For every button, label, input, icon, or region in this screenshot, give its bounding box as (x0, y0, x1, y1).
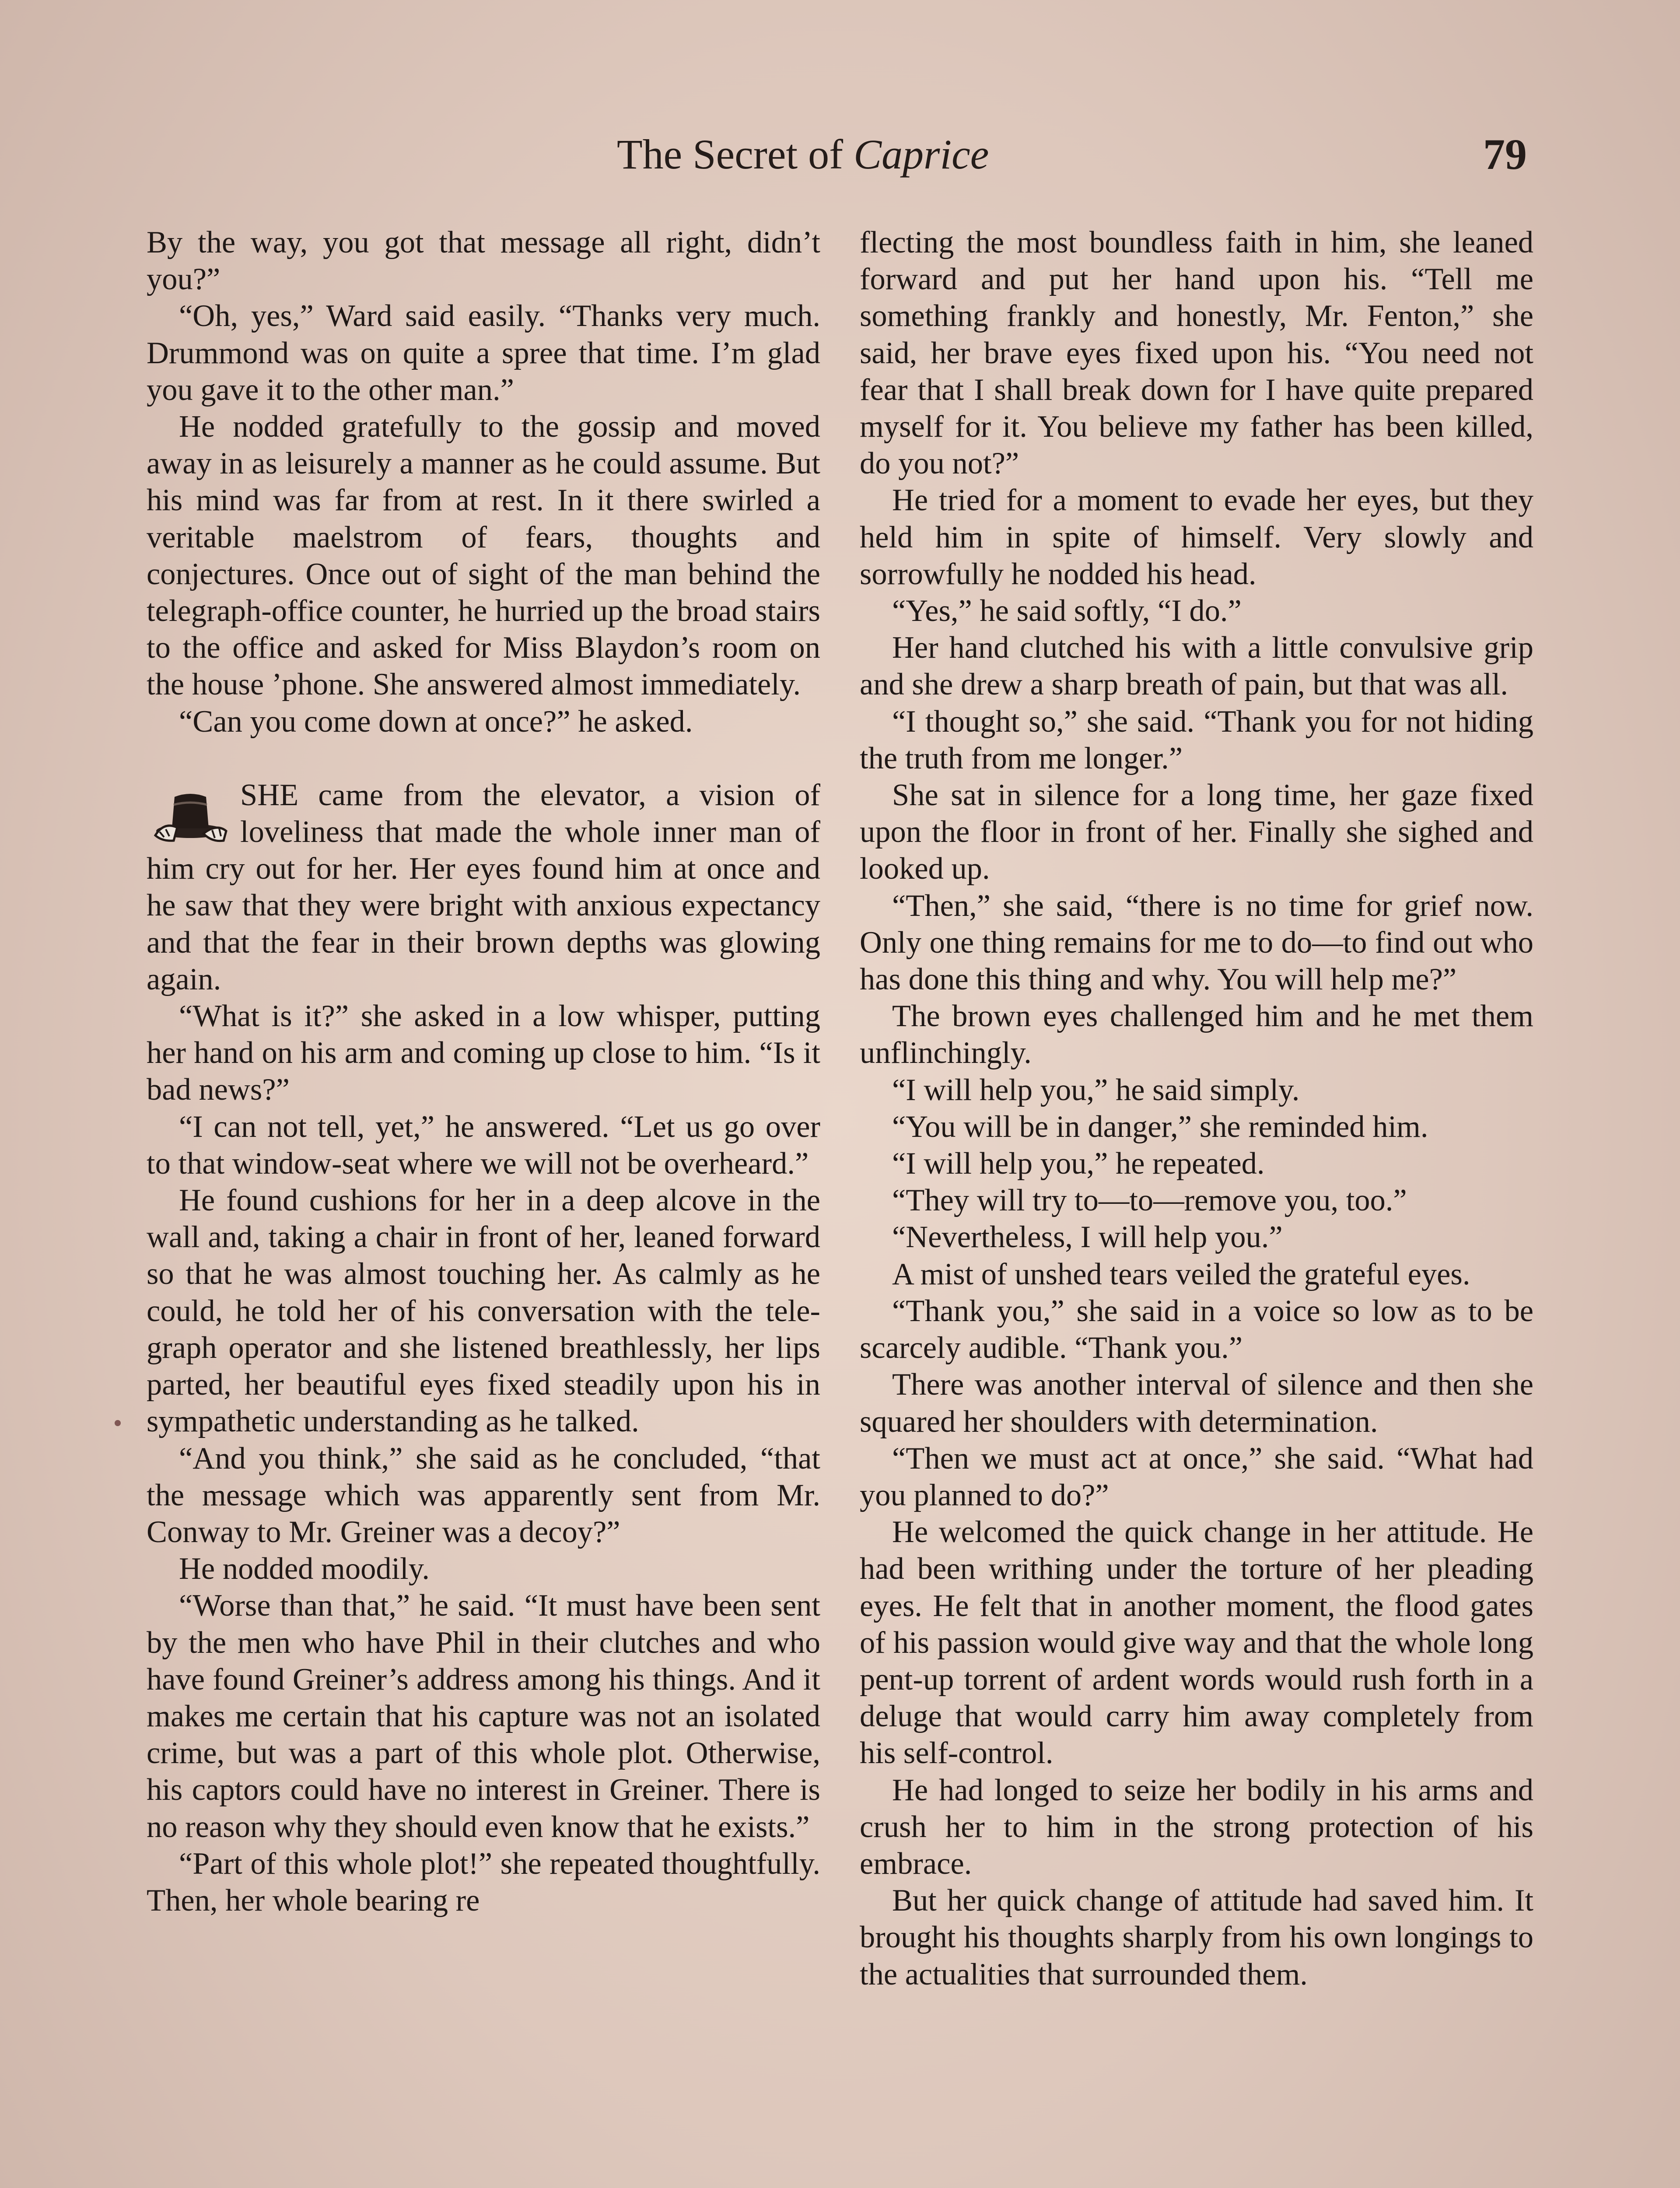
paragraph: He nodded moodily. (179, 1552, 430, 1586)
paragraph: “I will help you,” he said simply. (892, 1073, 1300, 1107)
top-hat-and-gloves-icon (147, 779, 230, 845)
paragraph: There was another interval of silence and then she squared her shoulders with determination. (860, 1368, 1533, 1439)
paragraph: “I can not tell, yet,” he answered. “Let us go over to that window-seat where we will not be overheard.” (147, 1109, 820, 1181)
print-speck (115, 1420, 121, 1426)
paragraph: “Then we must act at once,” she said. “What had you planned to do?” (860, 1441, 1533, 1512)
paragraph: By the way, you got that message all right, didn’t you?” (147, 225, 820, 297)
page-header (144, 126, 1527, 187)
paragraph: “Can you come down at once?” he asked. (179, 704, 693, 739)
paragraph: flecting the most boundless faith in him, she leaned forward and put her hand upon his. “Tell me something frankly and honestly, Mr. Fenton,” she said, her brave eyes fixed upon his. “You need not fear that I shall break down for I have quite prepared myself for it. You believe my father has been killed, do you not?” (860, 225, 1533, 481)
paragraph: “Yes,” he said softly, “I do.” (892, 594, 1242, 628)
paragraph: The brown eyes challenged him and he met them unflinchingly. (860, 999, 1533, 1070)
running-title-italic: Caprice (854, 131, 989, 178)
paragraph: “Oh, yes,” Ward said easily. “Thanks very much. Drummond was on quite a spree that time. I’m glad you gave it to the other man.” (147, 299, 820, 407)
running-title-prefix: The Secret of (617, 131, 854, 178)
paragraph: “Part of this whole plot!” she repeated thoughtfully. Then, her whole bearing re (147, 1846, 820, 1918)
paragraph: A mist of unshed tears veiled the grateful eyes. (892, 1257, 1470, 1291)
paragraph: “I thought so,” she said. “Thank you for not hiding the truth from me longer.” (860, 704, 1533, 775)
left-column (147, 224, 820, 1919)
paragraph: But her quick change of attitude had saved him. It brought his thoughts sharply from his own longings to the actualities that surrounded them. (860, 1883, 1533, 1992)
paragraph: “They will try to—to—remove you, too.” (892, 1183, 1407, 1218)
paragraph: “Then,” she said, “there is no time for grief now. Only one thing remains for me to do—to find out who has done this thing and why. You will help me?” (860, 888, 1533, 997)
section-opening-text: SHE came from the elevator, a vision of loveliness that made the whole inner man of him cry out for her. Her eyes found him at once and he saw that they were bright with anxious expectancy and that the fear in their brown depths was glowing again. (147, 778, 820, 996)
right-column (860, 224, 1533, 1993)
paragraph: “You will be in danger,” she reminded him. (892, 1109, 1428, 1144)
paragraph: He nodded gratefully to the gossip and moved away in as leisurely a manner as he could assume. But his mind was far from at rest. In it there swirled a veritable maelstrom of fears, thoughts and conjectures. Once out of sight of the man behind the telegraph-office counter, he hurried up the broad stairs to the office and asked for Miss Blaydon’s room on the house ’phone. She answered almost immediately. (147, 410, 820, 702)
page-number: 79 (1483, 130, 1527, 179)
paragraph: He had longed to seize her bodily in his arms and crush her to him in the strong protection of his embrace. (860, 1773, 1533, 1881)
paragraph: He tried for a moment to evade her eyes, but they held him in spite of himself. Very slowly and sorrowfully he nodded his head. (860, 483, 1533, 591)
paragraph: “Thank you,” she said in a voice so low as to be scarcely audible. “Thank you.” (860, 1294, 1533, 1365)
paragraph: He found cushions for her in a deep alcove in the wall and, taking a chair in front of her, leaned forward so that he was almost touching her. As calmly as he could, he told her of his conversation with the telegraph operator and she listened breathlessly, her lips parted, her beautiful eyes fixed steadily upon his in sympathetic understanding as he talked. (147, 1183, 820, 1439)
paragraph: She sat in silence for a long time, her gaze fixed upon the floor in front of her. Finally she sighed and looked up. (860, 778, 1533, 886)
paragraph: He welcomed the quick change in her attitude. He had been writhing under the torture of her pleading eyes. He felt that in another moment, the flood gates of his passion would give way and that the whole long pent-up torrent of ardent words would rush forth in a deluge that would carry him away completely from his self-control. (860, 1515, 1533, 1771)
paragraph: “What is it?” she asked in a low whisper, putting her hand on his arm and coming up close to him. “Is it bad news?” (147, 999, 820, 1107)
paragraph: “I will help you,” he repeated. (892, 1147, 1265, 1181)
paragraph: “And you think,” she said as he concluded, “that the message which was apparently sent from Mr. Conway to Mr. Greiner was a decoy?” (147, 1441, 820, 1549)
paragraph: Her hand clutched his with a little convulsive grip and she drew a sharp breath of pain, but that was all. (860, 631, 1533, 702)
paragraph: “Worse than that,” he said. “It must have been sent by the men who have Phil in their clutches and who have found Greiner’s address among his things. And it makes me certain that his capture was not an isolated crime, but was a part of this whole plot. Otherwise, his captors could have no interest in Greiner. There is no reason why they should even know that he exists.” (147, 1588, 820, 1844)
section-opening-paragraph (147, 777, 820, 998)
running-title (617, 126, 989, 183)
paragraph: “Nevertheless, I will help you.” (892, 1220, 1283, 1255)
